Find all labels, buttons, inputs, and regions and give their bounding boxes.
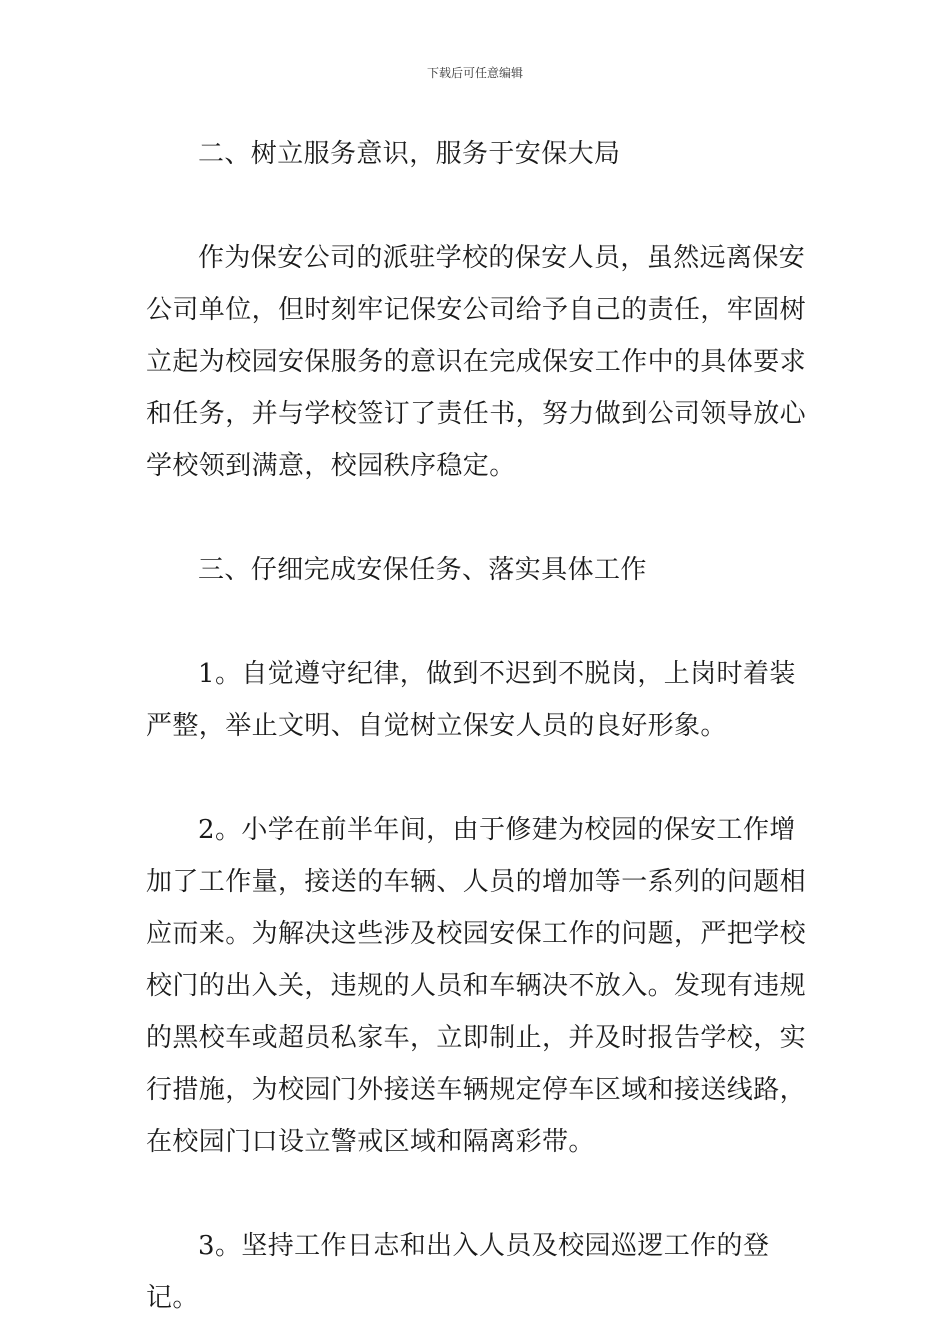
paragraph-spacer xyxy=(146,752,806,804)
paragraph-item-1-discipline: 1。自觉遵守纪律，做到不迟到不脱岗，上岗时着装严整，举止文明、自觉树立保安人员的良好形象。 xyxy=(146,659,796,741)
paragraph-spacer xyxy=(146,492,806,544)
document-body xyxy=(146,128,806,1324)
section-heading-security-tasks: 三、仔细完成安保任务、落实具体工作 xyxy=(198,555,647,585)
paragraph-spacer xyxy=(146,1168,806,1220)
paragraph-spacer xyxy=(146,596,806,648)
page-header-note: 下载后可任意编辑 xyxy=(426,66,523,80)
paragraph-item-3-work-log: 3。坚持工作日志和出入人员及校园巡逻工作的登记。 xyxy=(146,1231,770,1313)
paragraph-service-awareness: 作为保安公司的派驻学校的保安人员，虽然远离保安公司单位，但时刻牢记保安公司给予自己的责任，牢固树立起为校园安保服务的意识在完成保安工作中的具体要求和任务，并与学校签订了责任书，努力做到公司领导放心学校领到满意，校园秩序稳定。 xyxy=(146,243,807,481)
paragraph-item-2-gate-control: 2。小学在前半年间，由于修建为校园的保安工作增加了工作量，接送的车辆、人员的增加等一系列的问题相应而来。为解决这些涉及校园安保工作的问题，严把学校校门的出入关，违规的人员和车辆决不放入。发现有违规的黑校车或超员私家车，立即制止，并及时报告学校，实行措施，为校园门外接送车辆规定停车区域和接送线路，在校园门口设立警戒区域和隔离彩带。 xyxy=(146,815,807,1157)
paragraph-spacer xyxy=(146,180,806,232)
section-heading-service-awareness: 二、树立服务意识，服务于安保大局 xyxy=(198,139,621,169)
